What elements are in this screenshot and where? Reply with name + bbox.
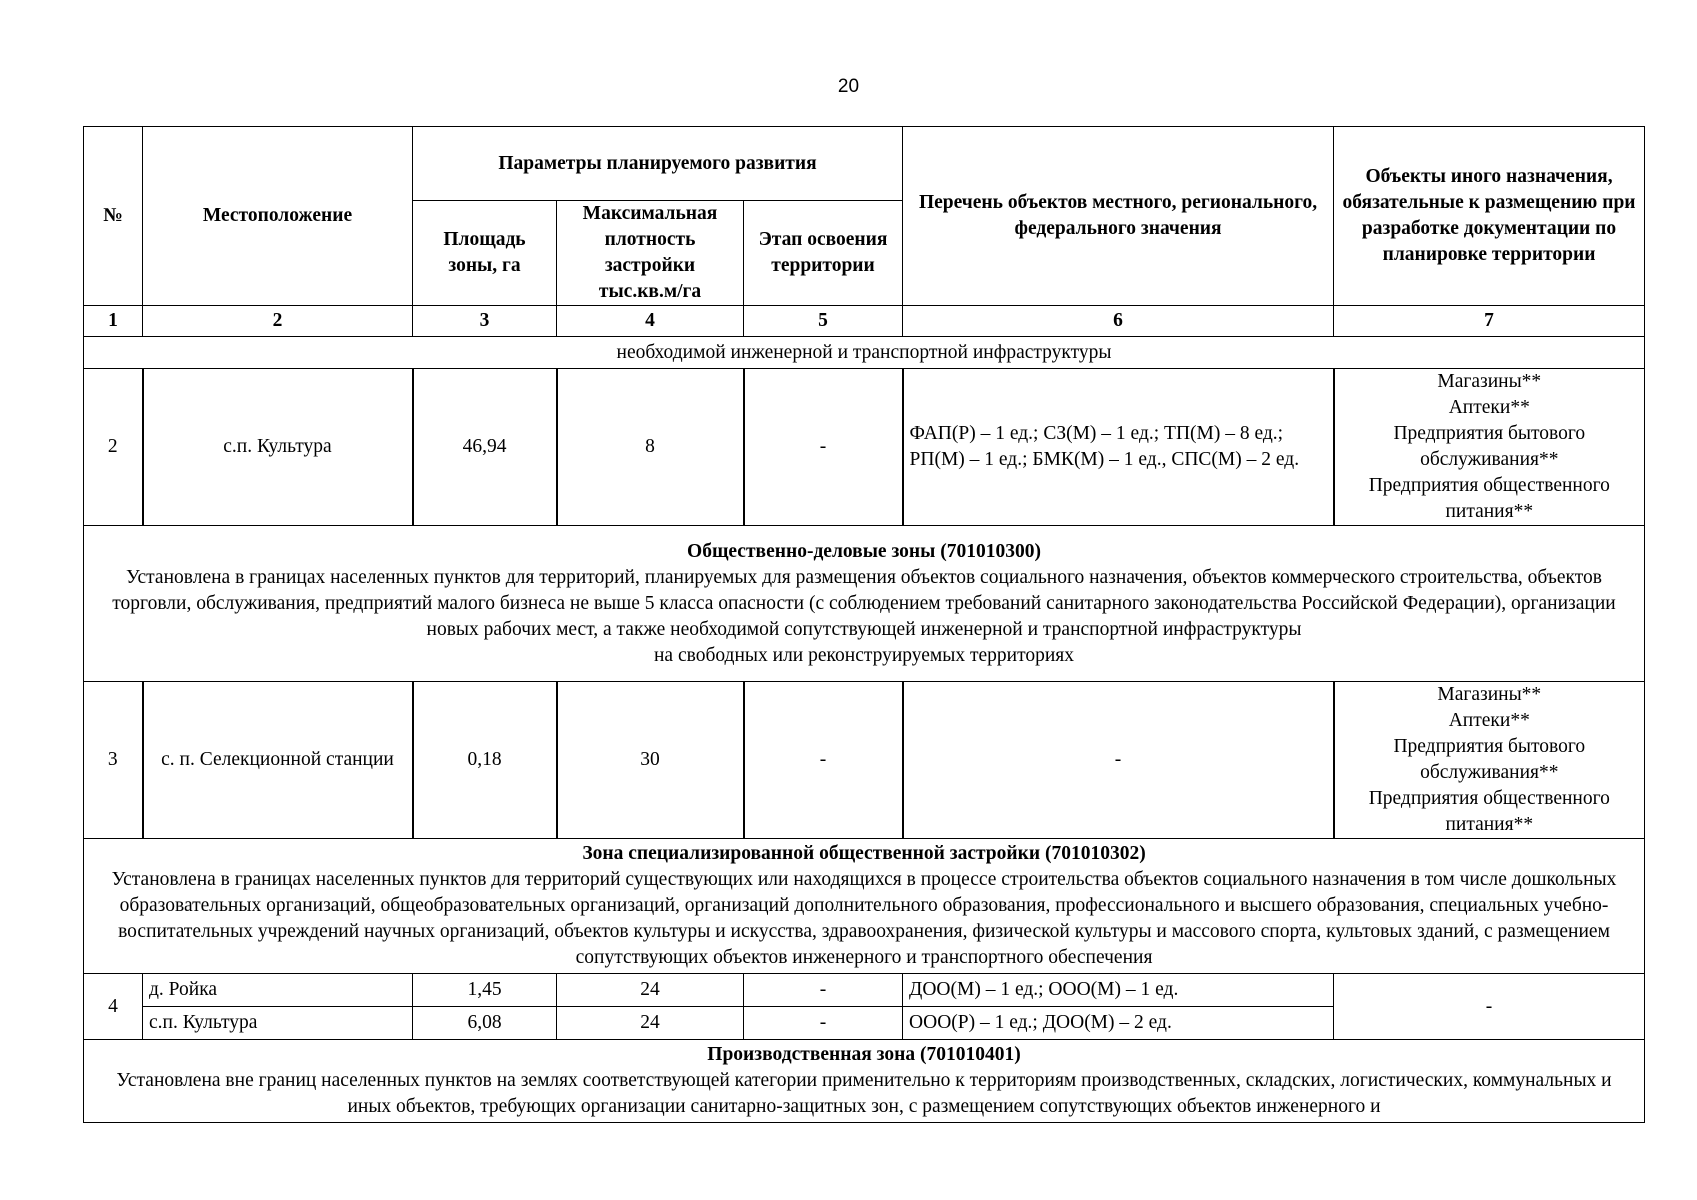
zone-description-cell xyxy=(84,526,1645,682)
row-location: с.п. Культура xyxy=(143,369,413,526)
row-other-objects xyxy=(1334,369,1645,526)
zone-description-cell xyxy=(84,1040,1645,1123)
zone-row xyxy=(84,839,1645,974)
zone-title: Общественно-деловые зоны (701010300) xyxy=(687,540,1041,562)
row-area: 1,45 xyxy=(413,974,557,1007)
continuation-row xyxy=(84,337,1645,369)
col-number: 6 xyxy=(903,306,1334,337)
row-area: 6,08 xyxy=(413,1007,557,1040)
row-density: 30 xyxy=(557,682,744,839)
table-row xyxy=(84,682,1645,839)
header-location: Местоположение xyxy=(143,127,413,306)
continuation-text: необходимой инженерной и транспортной инфраструктуры xyxy=(84,337,1645,369)
col-number: 3 xyxy=(413,306,557,337)
row-num: 2 xyxy=(84,369,143,526)
table-row xyxy=(84,369,1645,526)
row-objects: ФАП(Р) – 1 ед.; СЗ(М) – 1 ед.; ТП(М) – 8 ед.; РП(М) – 1 ед.; БМК(М) – 1 ед., СПС(М) – 2 ед. xyxy=(903,369,1334,526)
row-other-objects xyxy=(1334,682,1645,839)
zone-row xyxy=(84,526,1645,682)
col-number: 1 xyxy=(84,306,143,337)
zone-row xyxy=(84,1040,1645,1123)
other-object-item: Магазины** xyxy=(1437,371,1542,392)
col-number: 7 xyxy=(1334,306,1645,337)
other-object-item: Аптеки** xyxy=(1448,397,1530,418)
other-object-item: Предприятия бытового обслуживания** xyxy=(1393,423,1586,470)
zone-title: Зона специализированной общественной застройки (701010302) xyxy=(582,843,1146,864)
row-location: д. Ройка xyxy=(143,974,413,1007)
row-stage: - xyxy=(744,682,903,839)
other-object-item: Предприятия бытового обслуживания** xyxy=(1393,736,1586,783)
row-objects: ДОО(М) – 1 ед.; ООО(М) – 1 ед. xyxy=(903,974,1334,1007)
header-density: Максимальная плотность застройки тыс.кв.м/га xyxy=(557,201,744,306)
row-area: 46,94 xyxy=(413,369,557,526)
header-params-group: Параметры планируемого развития xyxy=(413,127,903,201)
row-location: с. п. Селекционной станции xyxy=(143,682,413,839)
col-number: 4 xyxy=(557,306,744,337)
row-density: 24 xyxy=(557,974,744,1007)
planning-table xyxy=(83,126,1645,1123)
header-num: № xyxy=(84,127,143,306)
col-number: 2 xyxy=(143,306,413,337)
header-area: Площадь зоны, га xyxy=(413,201,557,306)
other-object-item: Предприятия общественного питания** xyxy=(1368,788,1610,835)
row-area: 0,18 xyxy=(413,682,557,839)
col-number: 5 xyxy=(744,306,903,337)
row-location: с.п. Культура xyxy=(143,1007,413,1040)
other-object-item: Аптеки** xyxy=(1448,710,1530,731)
header-row-top xyxy=(84,127,1645,201)
row-other-objects: - xyxy=(1334,974,1645,1040)
zone-title: Производственная зона (701010401) xyxy=(707,1044,1021,1065)
column-numbers-row xyxy=(84,306,1645,337)
row-stage: - xyxy=(744,974,903,1007)
row-num: 4 xyxy=(84,974,143,1040)
header-stage: Этап освоения территории xyxy=(744,201,903,306)
row-num: 3 xyxy=(84,682,143,839)
header-other-objects: Объекты иного назначения, обязательные к размещению при разработке документации по планировке территории xyxy=(1334,127,1645,306)
other-object-item: Магазины** xyxy=(1437,684,1542,705)
row-density: 8 xyxy=(557,369,744,526)
zone-description: Установлена в границах населенных пунктов для территорий, планируемых для размещения объектов социального назначения, объектов коммерческого строительства, объектов торговли, обслуживания, предприятий малого бизнеса не выше 5 класса опасности (с соблюдением требований санитарного законодательства Российской Федерации), организации новых рабочих мест, а также необходимой сопутствующей инженерной и транспортной инфраструктуры xyxy=(112,566,1616,640)
zone-description: Установлена в границах населенных пунктов для территорий существующих или находящихся в процессе строительства объектов социального назначения в том числе дошкольных образовательных организаций, общеобразовательных организаций, организаций дополнительного образования, профессионального и высшего образования, специальных учебно-воспитательных учреждений научных организаций, объектов культуры и искусства, здравоохранения, физической культуры и массового спорта, культовых зданий, с размещением сопутствующих объектов инженерного и транспортного обеспечения xyxy=(111,869,1617,968)
zone-description-note: на свободных или реконструируемых территориях xyxy=(654,644,1075,666)
table-row xyxy=(84,974,1645,1007)
zone-description-cell xyxy=(84,839,1645,974)
row-density: 24 xyxy=(557,1007,744,1040)
row-objects: ООО(Р) – 1 ед.; ДОО(М) – 2 ед. xyxy=(903,1007,1334,1040)
page-number: 20 xyxy=(837,76,860,97)
row-objects: - xyxy=(903,682,1334,839)
zone-description: Установлена вне границ населенных пунктов на землях соответствующей категории применительно к территориям производственных, складских, логистических, коммунальных и иных объектов, требующих организации санитарно-защитных зон, с размещением сопутствующих объектов инженерного и xyxy=(116,1070,1612,1117)
header-objects: Перечень объектов местного, регионального, федерального значения xyxy=(903,127,1334,306)
row-stage: - xyxy=(744,1007,903,1040)
other-object-item: Предприятия общественного питания** xyxy=(1368,475,1610,522)
row-stage: - xyxy=(744,369,903,526)
